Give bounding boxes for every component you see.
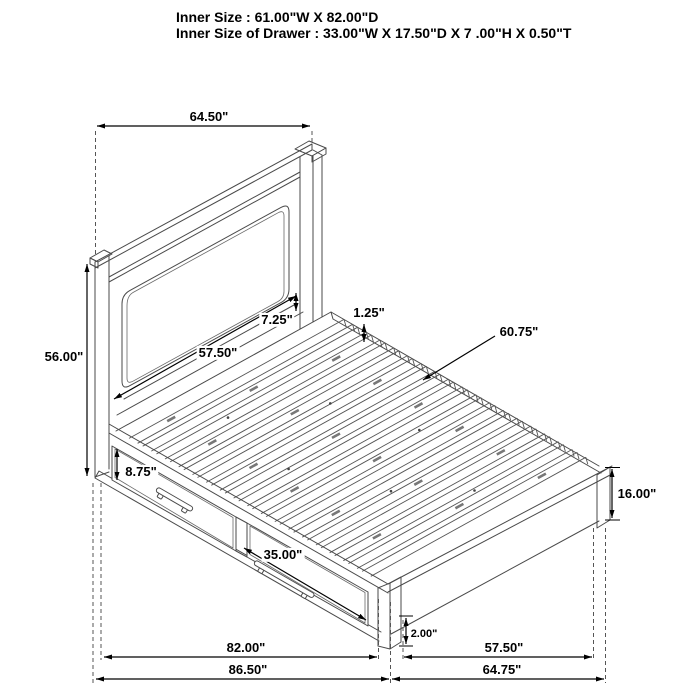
headboard <box>90 141 331 477</box>
dim-label-drawer-face-height: 8.75" <box>125 463 157 479</box>
headboard-right-post <box>300 150 322 329</box>
dim-label-overall-length: 86.50" <box>228 661 268 677</box>
side-rail-and-drawers <box>95 424 388 641</box>
dim-label-slat-thickness: 1.25" <box>353 304 385 320</box>
dim-label-footboard-height: 16.00" <box>617 485 657 501</box>
dim-label-side-rail-inner-length: 82.00" <box>226 639 266 655</box>
dim-label-slat-length: 60.75" <box>499 323 539 339</box>
dim-label-panel-gap: 7.25" <box>261 311 293 327</box>
dim-label-footboard-outer-width: 64.75" <box>482 661 522 677</box>
front-foot-leg <box>378 577 401 649</box>
dim-label-headboard-inner-width: 57.50" <box>198 344 238 360</box>
inner-size-note: Inner Size : 61.00"W X 82.00"D <box>176 9 379 25</box>
footboard <box>378 466 612 649</box>
dim-label-footboard-inner-width: 57.50" <box>484 639 524 655</box>
drawer-inner-size-note: Inner Size of Drawer : 33.00"W X 17.50"D X 7 .00"H X 0.50"T <box>176 25 572 41</box>
dim-label-drawer-face-width: 35.00" <box>263 546 303 562</box>
headboard-left-post <box>95 256 109 477</box>
dim-label-headboard-width: 64.50" <box>189 108 229 124</box>
dim-label-ground-clearance: 2.00" <box>410 627 438 640</box>
dim-label-headboard-height: 56.00" <box>44 348 84 364</box>
